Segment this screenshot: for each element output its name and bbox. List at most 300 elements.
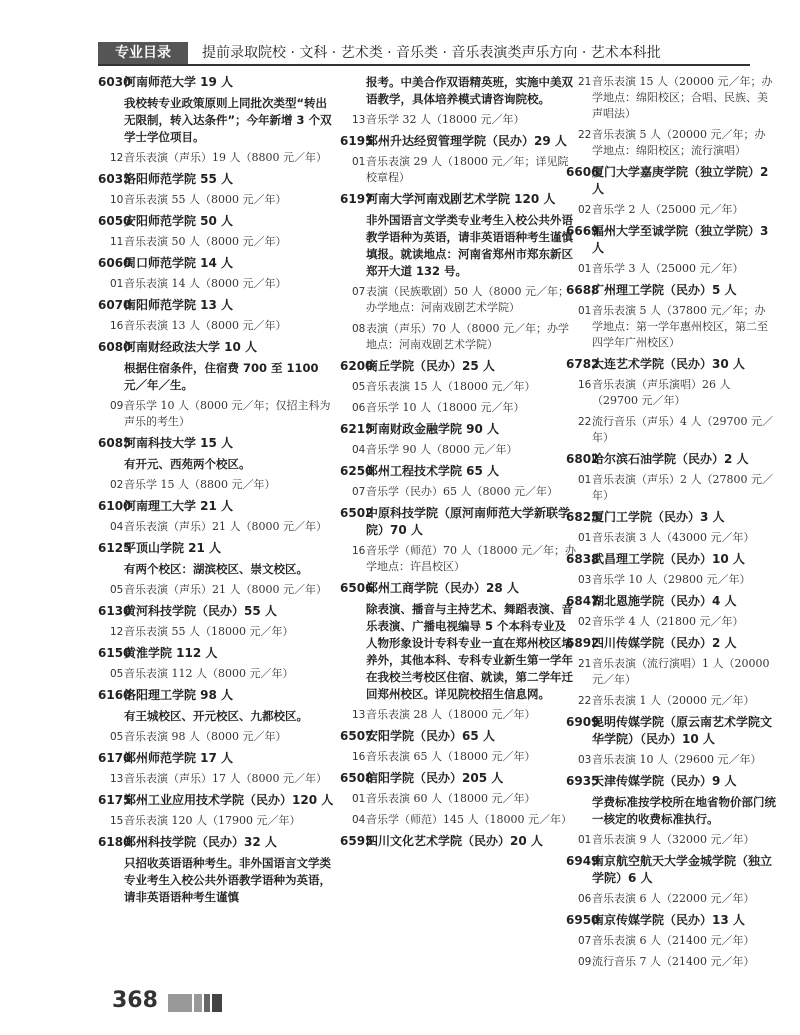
school-heading — [566, 853, 776, 887]
school-name: 黄河科技学院（民办）55 人 — [124, 604, 277, 618]
school-note: 有两个校区：湖滨校区、崇文校区。 — [124, 562, 308, 576]
major-text: 音乐学 10 人（8000 元／年；仅招主科为声乐的考生） — [124, 399, 331, 428]
major-row — [98, 192, 334, 208]
school-heading — [340, 358, 576, 375]
major-code: 01 — [352, 793, 366, 805]
major-code: 09 — [110, 400, 124, 412]
school-name: 昆明传媒学院（原云南艺术学院文华学院）（民办）10 人 — [592, 715, 773, 746]
school-code: 6838 — [566, 552, 600, 566]
major-row — [566, 954, 776, 970]
major-code: 06 — [352, 402, 366, 414]
major-text: 音乐表演 14 人（8000 元／年） — [124, 277, 287, 290]
major-code: 15 — [110, 815, 124, 827]
major-text: 音乐表演（声乐）21 人（8000 元／年） — [124, 520, 327, 533]
major-code: 13 — [352, 709, 366, 721]
major-code: 07 — [352, 486, 366, 498]
school-code: 6825 — [566, 510, 600, 524]
school-entry — [98, 645, 334, 682]
major-text: 音乐表演 50 人（8000 元／年） — [124, 235, 287, 248]
school-code: 6100 — [98, 499, 132, 513]
school-code: 6669 — [566, 224, 600, 238]
school-heading — [340, 191, 576, 208]
major-code: 16 — [578, 379, 592, 391]
major-row — [566, 693, 776, 709]
school-name: 河南财政金融学院 90 人 — [366, 422, 500, 436]
school-entry — [566, 451, 776, 504]
school-entry — [340, 770, 576, 828]
major-code: 12 — [110, 626, 124, 638]
school-code: 6175 — [98, 793, 132, 807]
school-note: 学费标准按学校所在地省物价部门统一核定的收费标准执行。 — [592, 795, 776, 826]
major-text: 表演（声乐）70 人（8000 元／年；办学地点：河南戏剧艺术学院） — [366, 322, 569, 351]
major-code: 12 — [110, 152, 124, 164]
major-row — [98, 624, 334, 640]
school-heading — [98, 297, 334, 314]
section-tag: 专业目录 — [98, 42, 188, 64]
school-note: 有王城校区、开元校区、九都校区。 — [124, 709, 308, 723]
school-heading — [566, 356, 776, 373]
school-entry — [340, 191, 576, 353]
school-entry — [98, 792, 334, 829]
school-entry — [340, 74, 576, 128]
major-row — [566, 530, 776, 546]
major-row — [566, 832, 776, 848]
major-row — [98, 666, 334, 682]
major-row — [340, 791, 576, 807]
major-text: 音乐表演 5 人（20000 元／年；办学地点：绵阳校区；流行演唱） — [592, 128, 766, 157]
major-code: 05 — [110, 731, 124, 743]
school-entry — [98, 498, 334, 535]
school-name: 河南师范大学 19 人 — [124, 75, 234, 89]
major-code: 01 — [578, 834, 592, 846]
major-text: 音乐表演 15 人（20000 元／年；办学地点：绵阳校区；合唱、民族、美声唱法） — [592, 75, 773, 120]
school-name: 中原科技学院（原河南师范大学新联学院）70 人 — [366, 506, 571, 537]
major-code: 03 — [578, 754, 592, 766]
major-code: 04 — [352, 814, 366, 826]
school-name: 厦门大学嘉庚学院（独立学院）2 人 — [592, 165, 769, 196]
school-entry — [340, 580, 576, 723]
major-row — [566, 74, 776, 122]
school-name: 郑州工业应用技术学院（民办）120 人 — [124, 793, 334, 807]
major-row — [98, 318, 334, 334]
school-name: 福州大学至诚学院（独立学院）3 人 — [592, 224, 769, 255]
major-code: 06 — [578, 893, 592, 905]
school-entry — [98, 540, 334, 598]
school-entry — [98, 834, 334, 906]
major-text: 音乐学 10 人（29800 元／年） — [592, 573, 751, 586]
school-name: 平顶山学院 21 人 — [124, 541, 222, 555]
school-name: 洛阳师范学院 55 人 — [124, 172, 234, 186]
major-text: 音乐学 2 人（25000 元／年） — [592, 203, 744, 216]
school-code: 6070 — [98, 298, 132, 312]
page-number-bars — [168, 994, 224, 1013]
major-code: 16 — [352, 751, 366, 763]
major-code: 01 — [578, 532, 592, 544]
major-text: 音乐学 4 人（21800 元／年） — [592, 615, 744, 628]
major-row — [566, 472, 776, 504]
school-entry — [566, 164, 776, 218]
school-note: 有开元、西苑两个校区。 — [124, 457, 251, 471]
major-row — [566, 261, 776, 277]
school-entry — [566, 223, 776, 277]
school-code: 6847 — [566, 594, 600, 608]
school-code: 6125 — [98, 541, 132, 555]
major-row — [98, 582, 334, 598]
school-code: 6150 — [98, 646, 132, 660]
major-text: 音乐表演（声乐）19 人（8800 元／年） — [124, 151, 327, 164]
school-entry — [98, 297, 334, 334]
major-code: 05 — [352, 381, 366, 393]
school-name: 武昌理工学院（民办）10 人 — [592, 552, 745, 566]
major-row — [340, 707, 576, 723]
school-name: 洛阳理工学院 98 人 — [124, 688, 234, 702]
major-text: 音乐表演 55 人（18000 元／年） — [124, 625, 294, 638]
school-entry — [340, 358, 576, 416]
school-heading — [340, 728, 576, 745]
school-name: 河南财经政法大学 10 人 — [124, 340, 258, 354]
major-code: 21 — [578, 658, 592, 670]
major-text: 音乐学 90 人（8000 元／年） — [366, 443, 518, 456]
school-heading — [98, 74, 334, 91]
school-code: 6935 — [566, 774, 600, 788]
school-entry — [566, 551, 776, 588]
major-row — [340, 321, 576, 353]
school-code: 6688 — [566, 283, 600, 297]
major-row — [566, 572, 776, 588]
decor-bar — [212, 994, 222, 1012]
school-entry — [98, 687, 334, 745]
school-entry — [340, 421, 576, 458]
school-heading — [566, 714, 776, 748]
school-name: 黄淮学院 112 人 — [124, 646, 218, 660]
school-heading — [98, 750, 334, 767]
major-code: 22 — [578, 416, 592, 428]
major-row — [566, 614, 776, 630]
school-heading — [98, 171, 334, 188]
major-code: 07 — [352, 286, 366, 298]
major-text: 音乐学 32 人（18000 元／年） — [366, 113, 525, 126]
major-row — [340, 543, 576, 575]
major-code: 02 — [110, 479, 124, 491]
school-heading — [340, 580, 576, 597]
major-row — [98, 477, 334, 493]
decor-bar — [168, 994, 192, 1012]
major-row — [98, 771, 334, 787]
school-name: 四川传媒学院（民办）2 人 — [592, 636, 737, 650]
school-heading — [98, 255, 334, 272]
school-code: 6502 — [340, 506, 374, 520]
school-code: 6606 — [566, 165, 600, 179]
school-note: 根据住宿条件，住宿费 700 至 1100 元／年／生。 — [124, 361, 319, 392]
school-name: 郑州科技学院（民办）32 人 — [124, 835, 277, 849]
major-code: 08 — [352, 323, 366, 335]
school-entry — [566, 282, 776, 351]
school-entry — [566, 593, 776, 630]
major-code: 13 — [110, 773, 124, 785]
major-code: 04 — [352, 444, 366, 456]
school-code: 6802 — [566, 452, 600, 466]
school-heading — [566, 282, 776, 299]
school-heading — [98, 498, 334, 515]
school-heading — [98, 603, 334, 620]
major-text: 音乐表演 120 人（17900 元／年） — [124, 814, 301, 827]
major-row — [98, 813, 334, 829]
school-heading — [566, 912, 776, 929]
school-note: 非外国语言文学类专业考生入校公共外语教学语种为英语，请非英语语种考生谨慎填报。就读地点：河南省郑州市郑东新区郑开大道 132 号。 — [366, 213, 573, 278]
major-code: 01 — [578, 474, 592, 486]
major-code: 07 — [578, 935, 592, 947]
major-text: 流行音乐（声乐）4 人（29700 元／年） — [592, 415, 773, 444]
school-code: 6195 — [340, 134, 374, 148]
major-code: 22 — [578, 129, 592, 141]
school-code: 6085 — [98, 436, 132, 450]
major-text: 音乐表演 6 人（21400 元／年） — [592, 934, 755, 947]
major-text: 音乐学（师范）70 人（18000 元／年；办学地点：许昌校区） — [366, 544, 576, 573]
school-name: 河南理工大学 21 人 — [124, 499, 234, 513]
school-code: 6130 — [98, 604, 132, 618]
school-code: 6080 — [98, 340, 132, 354]
school-entry — [566, 714, 776, 768]
major-text: 音乐表演 29 人（18000 元／年；详见院校章程） — [366, 155, 569, 184]
school-entry — [98, 213, 334, 250]
decor-bar — [204, 994, 210, 1012]
school-code: 6200 — [340, 359, 374, 373]
major-row — [566, 414, 776, 446]
major-text: 音乐表演 6 人（22000 元／年） — [592, 892, 755, 905]
school-note: 除表演、播音与主持艺术、舞蹈表演、音乐表演、广播电视编导 5 个本科专业及人物形象设计专科专业一直在郑州校区培养外，其他本科、专科专业新生第一学年在我校兰考校区住宿、就读，第二学年迁回郑州校区。详见院校招生信息网。 — [366, 602, 573, 701]
school-heading — [98, 339, 334, 356]
school-code: 6050 — [98, 214, 132, 228]
school-name: 信阳学院（民办）205 人 — [366, 771, 504, 785]
major-code: 10 — [110, 194, 124, 206]
major-text: 音乐表演（声乐）2 人（27800 元／年） — [592, 473, 773, 502]
page-number: 368 — [112, 988, 158, 1013]
school-note: 只招收英语语种考生。非外国语言文学类专业考生入校公共外语教学语种为英语，请非英语语种考生谨慎 — [124, 856, 331, 904]
major-row — [566, 127, 776, 159]
major-text: 音乐学（民办）65 人（8000 元／年） — [366, 485, 558, 498]
school-code: 6508 — [340, 771, 374, 785]
major-row — [340, 400, 576, 416]
school-entry — [98, 171, 334, 208]
school-heading — [98, 213, 334, 230]
major-row — [566, 933, 776, 949]
major-text: 音乐表演（声乐演唱）26 人（29700 元／年） — [592, 378, 731, 407]
school-code: 6170 — [98, 751, 132, 765]
major-row — [566, 891, 776, 907]
school-name: 南京航空航天大学金城学院（独立学院）6 人 — [592, 854, 773, 885]
major-row — [566, 752, 776, 768]
major-text: 音乐表演 55 人（8000 元／年） — [124, 193, 287, 206]
school-heading — [566, 223, 776, 257]
major-row — [98, 729, 334, 745]
major-row — [98, 398, 334, 430]
major-text: 音乐表演 112 人（8000 元／年） — [124, 667, 294, 680]
major-row — [566, 202, 776, 218]
major-row — [98, 276, 334, 292]
school-name: 湖北恩施学院（民办）4 人 — [592, 594, 737, 608]
major-row — [98, 150, 334, 166]
school-heading — [340, 133, 576, 150]
school-heading — [340, 463, 576, 480]
school-heading — [566, 509, 776, 526]
major-code: 16 — [352, 545, 366, 557]
major-code: 01 — [578, 263, 592, 275]
school-heading — [98, 435, 334, 452]
column-3 — [566, 74, 776, 975]
major-code: 05 — [110, 584, 124, 596]
school-code: 6197 — [340, 192, 374, 206]
school-heading — [98, 792, 334, 809]
school-entry — [340, 505, 576, 575]
school-code: 6506 — [340, 581, 374, 595]
major-code: 22 — [578, 695, 592, 707]
school-code: 6950 — [566, 913, 600, 927]
school-name: 河南科技大学 15 人 — [124, 436, 234, 450]
major-code: 04 — [110, 521, 124, 533]
school-heading — [566, 773, 776, 790]
major-row — [340, 154, 576, 186]
school-name: 周口师范学院 14 人 — [124, 256, 234, 270]
major-code: 03 — [578, 574, 592, 586]
major-row — [98, 234, 334, 250]
school-entry — [98, 750, 334, 787]
school-code: 6595 — [340, 834, 374, 848]
major-text: 音乐学 15 人（8800 元／年） — [124, 478, 276, 491]
school-code: 6507 — [340, 729, 374, 743]
major-code: 02 — [578, 204, 592, 216]
school-name: 南阳师范学院 13 人 — [124, 298, 234, 312]
major-row — [340, 442, 576, 458]
major-text: 音乐表演 5 人（37800 元／年；办学地点：第一学年惠州校区，第二至四学年广州校区） — [592, 304, 768, 349]
school-heading — [340, 770, 576, 787]
school-name: 四川文化艺术学院（民办）20 人 — [366, 834, 543, 848]
page-header — [98, 42, 750, 66]
major-row — [566, 377, 776, 409]
major-text: 音乐学 10 人（18000 元／年） — [366, 401, 525, 414]
major-row — [566, 656, 776, 688]
school-name: 商丘学院（民办）25 人 — [366, 359, 495, 373]
major-text: 表演（民族歌剧）50 人（8000 元／年；办学地点：河南戏剧艺术学院） — [366, 285, 569, 314]
school-name: 厦门工学院（民办）3 人 — [592, 510, 725, 524]
school-heading — [340, 421, 576, 438]
school-code: 6180 — [98, 835, 132, 849]
major-row — [340, 284, 576, 316]
column-2 — [340, 74, 576, 854]
major-text: 音乐表演 1 人（20000 元／年） — [592, 694, 755, 707]
major-row — [340, 112, 576, 128]
major-code: 11 — [110, 236, 124, 248]
major-code: 05 — [110, 668, 124, 680]
school-note: 报考。中美合作双语精英班，实施中美双语教学，具体培养模式请咨询院校。 — [366, 75, 573, 106]
major-text: 音乐表演 28 人（18000 元／年） — [366, 708, 536, 721]
major-text: 流行音乐 7 人（21400 元／年） — [592, 955, 755, 968]
school-heading — [98, 540, 334, 557]
school-entry — [566, 912, 776, 970]
major-code: 01 — [352, 156, 366, 168]
major-code: 02 — [578, 616, 592, 628]
school-entry — [98, 435, 334, 493]
school-heading — [566, 551, 776, 568]
school-entry — [340, 833, 576, 850]
school-code: 6250 — [340, 464, 374, 478]
school-heading — [566, 593, 776, 610]
major-code: 01 — [578, 305, 592, 317]
major-text: 音乐表演（声乐）21 人（8000 元／年） — [124, 583, 327, 596]
school-entry — [566, 853, 776, 907]
school-name: 大连艺术学院（民办）30 人 — [592, 357, 745, 371]
major-row — [98, 519, 334, 535]
school-heading — [98, 645, 334, 662]
school-name: 安阳学院（民办）65 人 — [366, 729, 495, 743]
school-entry — [340, 463, 576, 500]
major-row — [340, 379, 576, 395]
major-text: 音乐表演 9 人（32000 元／年） — [592, 833, 755, 846]
major-text: 音乐表演 60 人（18000 元／年） — [366, 792, 536, 805]
school-heading — [566, 451, 776, 468]
school-entry — [566, 773, 776, 848]
school-code: 6060 — [98, 256, 132, 270]
school-code: 6160 — [98, 688, 132, 702]
header-title: 提前录取院校 · 文科 · 艺术类 · 音乐类 · 音乐表演类声乐方向 · 艺术本科批 — [202, 45, 661, 61]
school-name: 天津传媒学院（民办）9 人 — [592, 774, 737, 788]
major-code: 16 — [110, 320, 124, 332]
decor-bar — [194, 994, 202, 1012]
school-entry — [98, 74, 334, 166]
major-row — [340, 484, 576, 500]
school-entry — [98, 603, 334, 640]
major-text: 音乐表演（声乐）17 人（8000 元／年） — [124, 772, 327, 785]
major-text: 音乐表演 15 人（18000 元／年） — [366, 380, 536, 393]
school-name: 郑州升达经贸管理学院（民办）29 人 — [366, 134, 567, 148]
major-text: 音乐表演 98 人（8000 元／年） — [124, 730, 287, 743]
school-code: 6782 — [566, 357, 600, 371]
school-name: 郑州师范学院 17 人 — [124, 751, 234, 765]
school-entry — [566, 509, 776, 546]
school-entry — [566, 74, 776, 159]
school-name: 河南大学河南戏剧艺术学院 120 人 — [366, 192, 556, 206]
school-heading — [98, 687, 334, 704]
major-code: 09 — [578, 956, 592, 968]
major-code: 13 — [352, 114, 366, 126]
school-code: 6215 — [340, 422, 374, 436]
school-name: 哈尔滨石油学院（民办）2 人 — [592, 452, 749, 466]
major-row — [566, 303, 776, 351]
major-row — [340, 812, 576, 828]
school-name: 郑州工商学院（民办）28 人 — [366, 581, 519, 595]
school-entry — [98, 255, 334, 292]
school-heading — [566, 635, 776, 652]
school-name: 南京传媒学院（民办）13 人 — [592, 913, 745, 927]
major-text: 音乐学（师范）145 人（18000 元／年） — [366, 813, 572, 826]
school-code: 6030 — [98, 75, 132, 89]
school-heading — [340, 833, 576, 850]
major-text: 音乐学 3 人（25000 元／年） — [592, 262, 744, 275]
school-heading — [98, 834, 334, 851]
school-code: 6949 — [566, 854, 600, 868]
school-code: 6035 — [98, 172, 132, 186]
major-text: 音乐表演 13 人（8000 元／年） — [124, 319, 287, 332]
school-name: 广州理工学院（民办）5 人 — [592, 283, 737, 297]
major-text: 音乐表演 65 人（18000 元／年） — [366, 750, 536, 763]
school-note: 我校转专业政策原则上同批次类型“转出无限制，转入达条件”；今年新增 3 个双学士学位项目。 — [124, 96, 332, 144]
major-code: 01 — [110, 278, 124, 290]
school-heading — [340, 505, 576, 539]
major-text: 音乐表演 10 人（29600 元／年） — [592, 753, 762, 766]
school-heading — [566, 164, 776, 198]
school-entry — [566, 356, 776, 446]
school-entry — [340, 728, 576, 765]
school-code: 6909 — [566, 715, 600, 729]
